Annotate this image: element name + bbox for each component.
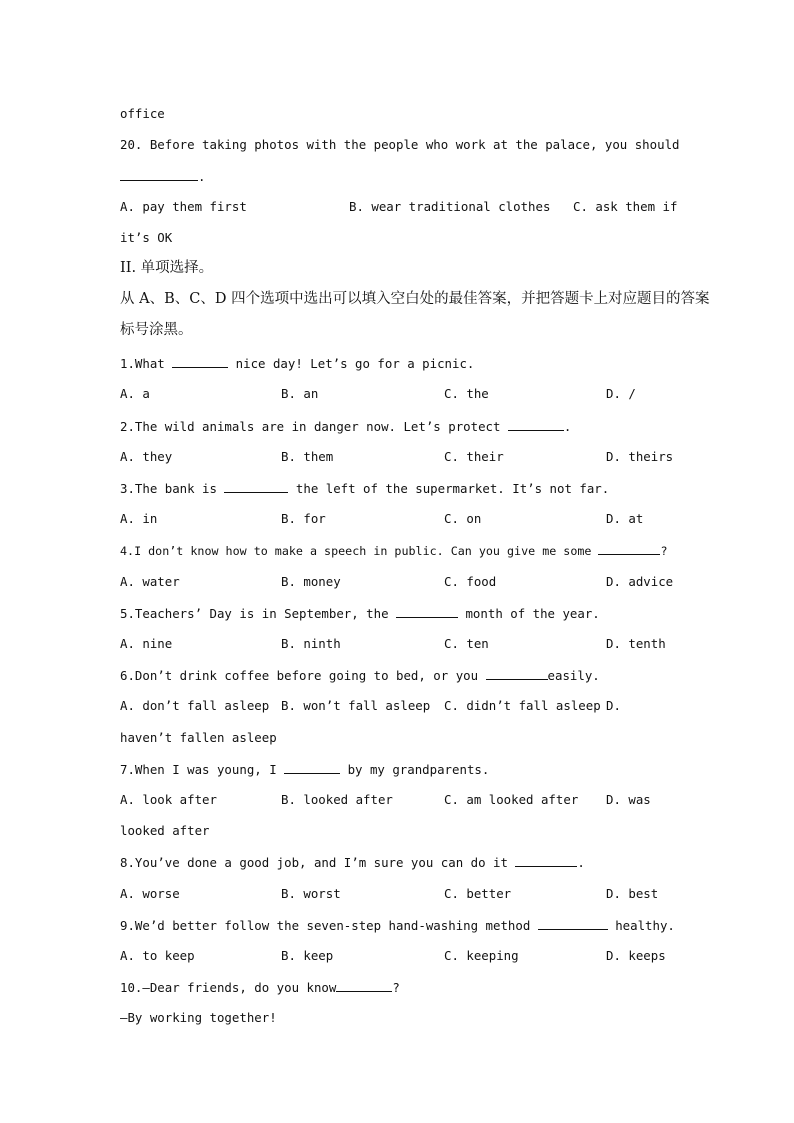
q1-option-b: B. an — [281, 386, 319, 401]
q8-option-d: D. best — [606, 886, 659, 901]
answer-blank — [396, 605, 458, 618]
answer-blank — [120, 168, 198, 181]
q6-option-b: B. won’t fall asleep — [281, 698, 431, 713]
carryover-text: office — [120, 106, 165, 121]
answer-blank — [336, 979, 392, 992]
q8-option-a: A. worse — [120, 886, 180, 901]
q5-option-b: B. ninth — [281, 636, 341, 651]
q2-option-d: D. theirs — [606, 449, 674, 464]
question-6: 6.Don’t drink coffee before going to bed, or you easily. — [120, 668, 600, 683]
q1-option-a: A. a — [120, 386, 150, 401]
q20-option-c: C. ask them if — [573, 199, 678, 214]
q9-option-a: A. to keep — [120, 948, 195, 963]
q7-option-b: B. looked after — [281, 792, 393, 807]
instruction-line-1: 从 A、B、C、D 四个选项中选出可以填入空白处的最佳答案，并把答题卡上对应题目的答案 — [120, 291, 710, 307]
question-20-blank-line: . — [120, 168, 205, 185]
q3-option-a: A. in — [120, 511, 158, 526]
section-heading: II. 单项选择。 — [120, 260, 214, 276]
question-5: 5.Teachers’ Day is in September, the month of the year. — [120, 606, 600, 621]
q9-option-d: D. keeps — [606, 948, 666, 963]
q9-option-c: C. keeping — [444, 948, 519, 963]
q1-option-d: D. / — [606, 386, 636, 401]
question-7: 7.When I was young, I by my grandparents. — [120, 762, 490, 777]
question-2: 2.The wild animals are in danger now. Let’s protect . — [120, 419, 572, 434]
question-10: 10.—Dear friends, do you know ? — [120, 980, 400, 995]
q8-option-b: B. worst — [281, 886, 341, 901]
q4-option-a: A. water — [120, 574, 180, 589]
answer-blank — [515, 854, 577, 867]
answer-blank — [598, 542, 660, 555]
q20-option-b: B. wear traditional clothes — [349, 199, 551, 214]
q3-option-b: B. for — [281, 511, 326, 526]
question-9: 9.We’d better follow the seven-step hand-washing method healthy. — [120, 918, 675, 933]
q6-option-c: C. didn’t fall asleep — [444, 698, 601, 713]
q5-option-a: A. nine — [120, 636, 173, 651]
answer-blank — [486, 667, 548, 680]
question-8: 8.You’ve done a good job, and I’m sure you can do it . — [120, 855, 585, 870]
instruction-line-2: 标号涂黑。 — [120, 322, 193, 338]
question-10-reply: —By working together! — [120, 1010, 277, 1025]
q6-option-a: A. don’t fall asleep — [120, 698, 270, 713]
answer-blank — [284, 761, 340, 774]
q6-option-d-cont: haven’t fallen asleep — [120, 730, 277, 745]
q7-option-d-cont: looked after — [120, 823, 210, 838]
answer-blank — [224, 480, 288, 493]
answer-blank — [172, 355, 228, 368]
q7-option-a: A. look after — [120, 792, 217, 807]
question-20-stem: 20. Before taking photos with the people who work at the palace, you should — [120, 137, 680, 152]
answer-blank — [508, 418, 564, 431]
q4-option-d: D. advice — [606, 574, 674, 589]
answer-blank — [538, 917, 608, 930]
q6-option-d: D. — [606, 698, 621, 713]
q7-option-c: C. am looked after — [444, 792, 579, 807]
q2-option-c: C. their — [444, 449, 504, 464]
q5-option-d: D. tenth — [606, 636, 666, 651]
q3-option-d: D. at — [606, 511, 644, 526]
question-1: 1.What nice day! Let’s go for a picnic. — [120, 356, 475, 371]
q3-option-c: C. on — [444, 511, 482, 526]
q5-option-c: C. ten — [444, 636, 489, 651]
q20-option-a: A. pay them first — [120, 199, 247, 214]
q2-option-b: B. them — [281, 449, 334, 464]
question-3: 3.The bank is the left of the supermarket. It’s not far. — [120, 481, 610, 496]
q4-option-b: B. money — [281, 574, 341, 589]
q20-option-c-cont: it’s OK — [120, 230, 173, 245]
q7-option-d: D. was — [606, 792, 651, 807]
q2-option-a: A. they — [120, 449, 173, 464]
q1-option-c: C. the — [444, 386, 489, 401]
q9-option-b: B. keep — [281, 948, 334, 963]
question-4: 4.I don’t know how to make a speech in public. Can you give me some ? — [120, 544, 668, 558]
q4-option-c: C. food — [444, 574, 497, 589]
q8-option-c: C. better — [444, 886, 512, 901]
